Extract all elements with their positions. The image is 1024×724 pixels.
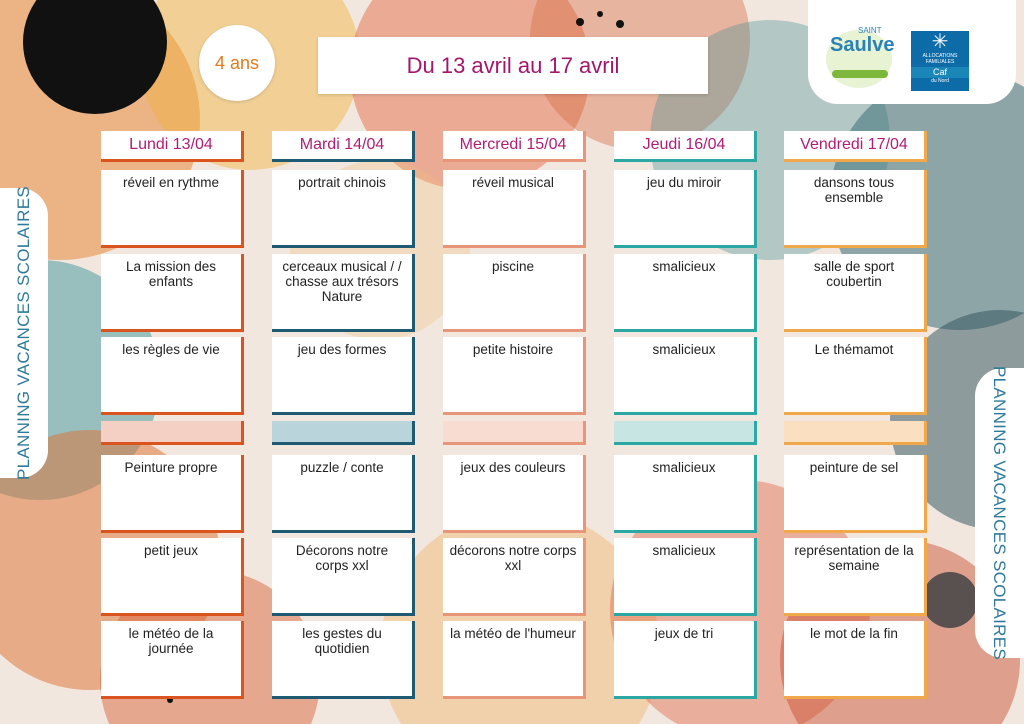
activity-cell: le météo de la journée bbox=[101, 621, 244, 699]
lunch-break-band bbox=[443, 421, 586, 445]
lunch-break-band bbox=[272, 421, 415, 445]
activity-cell: dansons tous ensemble bbox=[784, 170, 927, 248]
activity-cell: smalicieux bbox=[614, 455, 757, 533]
activity-cell: les gestes du quotidien bbox=[272, 621, 415, 699]
logo-card bbox=[808, 0, 1016, 104]
day-header: Vendredi 17/04 bbox=[784, 131, 927, 162]
activity-cell: décorons notre corps xxl bbox=[443, 538, 586, 616]
activity-cell: Peinture propre bbox=[101, 455, 244, 533]
activity-cell: jeux de tri bbox=[614, 621, 757, 699]
activity-cell: Le thémamot bbox=[784, 337, 927, 415]
activity-cell: La mission des enfants bbox=[101, 254, 244, 332]
activity-cell: peinture de sel bbox=[784, 455, 927, 533]
side-label-left bbox=[0, 185, 48, 481]
activity-cell: réveil musical bbox=[443, 170, 586, 248]
activity-cell: smalicieux bbox=[614, 254, 757, 332]
activity-cell: smalicieux bbox=[614, 538, 757, 616]
side-label-right bbox=[975, 365, 1024, 661]
activity-cell: petit jeux bbox=[101, 538, 244, 616]
activity-cell: portrait chinois bbox=[272, 170, 415, 248]
activity-cell: petite histoire bbox=[443, 337, 586, 415]
day-header: Mercredi 15/04 bbox=[443, 131, 586, 162]
activity-cell: représentation de la semaine bbox=[784, 538, 927, 616]
activity-cell: la météo de l'humeur bbox=[443, 621, 586, 699]
page-title: Du 13 avril au 17 avril bbox=[318, 37, 708, 94]
activity-cell: piscine bbox=[443, 254, 586, 332]
activity-cell: réveil en rythme bbox=[101, 170, 244, 248]
day-header: Mardi 14/04 bbox=[272, 131, 415, 162]
activity-cell: jeux des couleurs bbox=[443, 455, 586, 533]
lunch-break-band bbox=[614, 421, 757, 445]
activity-cell: cerceaux musical / / chasse aux trésors Nature bbox=[272, 254, 415, 332]
age-badge: 4 ans bbox=[199, 25, 275, 101]
activity-cell: jeu des formes bbox=[272, 337, 415, 415]
activity-cell: les règles de vie bbox=[101, 337, 244, 415]
activity-cell: le mot de la fin bbox=[784, 621, 927, 699]
lunch-break-band bbox=[784, 421, 927, 445]
day-header: Lundi 13/04 bbox=[101, 131, 244, 162]
activity-cell: smalicieux bbox=[614, 337, 757, 415]
caf-logo: ✳ ALLOCATIONS FAMILIALES Caf du Nord bbox=[911, 31, 969, 91]
activity-cell: salle de sport coubertin bbox=[784, 254, 927, 332]
side-label-left-text: PLANNING VACANCES SCOLAIRES bbox=[14, 185, 33, 481]
activity-cell: Décorons notre corps xxl bbox=[272, 538, 415, 616]
activity-cell: jeu du miroir bbox=[614, 170, 757, 248]
saint-sauve-logo: SAINT Saulve bbox=[824, 26, 896, 92]
activity-cell: puzzle / conte bbox=[272, 455, 415, 533]
side-label-right-text: PLANNING VACANCES SCOLAIRES bbox=[990, 365, 1010, 661]
lunch-break-band bbox=[101, 421, 244, 445]
day-header: Jeudi 16/04 bbox=[614, 131, 757, 162]
